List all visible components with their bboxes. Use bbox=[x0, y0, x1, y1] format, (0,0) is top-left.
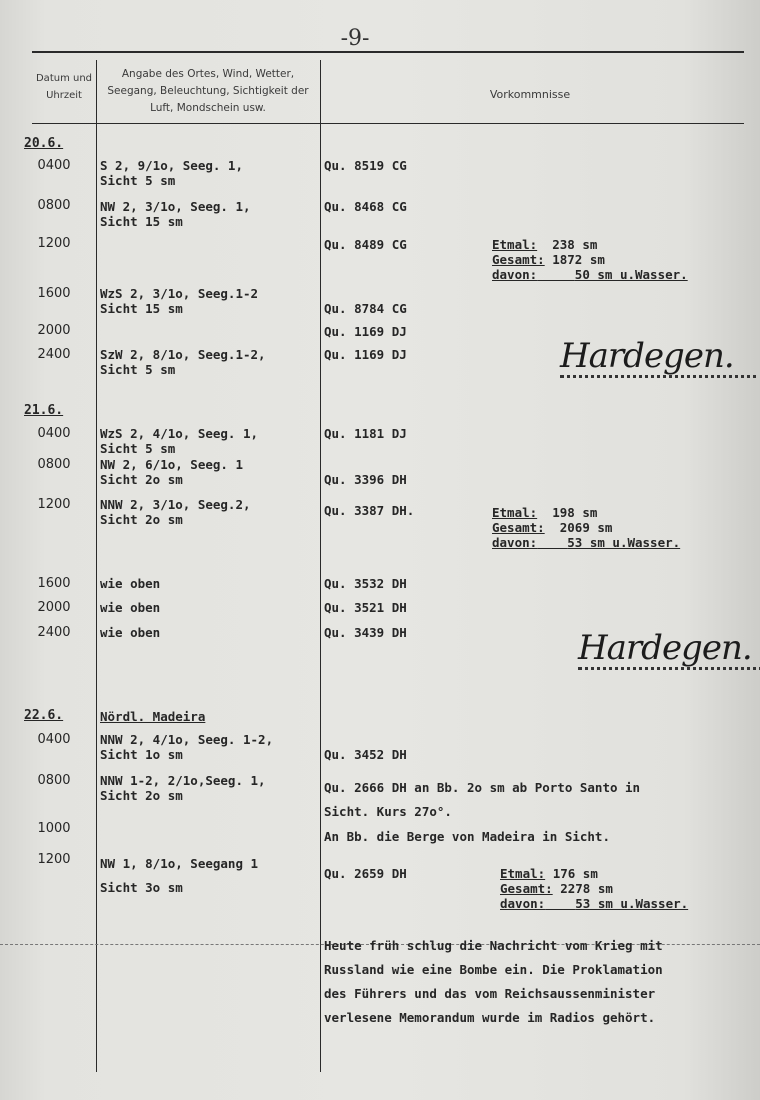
event-cell: Qu. 3532 DH bbox=[324, 576, 407, 591]
conditions-line: wie oben bbox=[100, 625, 161, 640]
conditions-line: NW 1, 8/1o, Seegang 1 bbox=[100, 856, 259, 871]
event-cell: Qu. 3452 DH bbox=[324, 747, 407, 762]
conditions-line: NNW 2, 3/1o, Seeg.2, bbox=[100, 497, 251, 512]
event-cell: Qu. 1181 DJ bbox=[324, 426, 407, 441]
event-cell: Qu. 8489 CG bbox=[324, 237, 407, 252]
conditions-line: SzW 2, 8/1o, Seeg.1-2, bbox=[100, 347, 266, 362]
note-line: Heute früh schlug die Nachricht vom Krieg mit bbox=[324, 938, 663, 953]
event-cell: Qu. 8468 CG bbox=[324, 199, 407, 214]
etmal-summary: Etmal: 176 sm Gesamt: 2278 sm davon: 53 sm u.Wasser. bbox=[500, 866, 689, 911]
commander-signature: Hardegen. bbox=[578, 628, 752, 668]
event-cell: Qu. 2659 DH bbox=[324, 866, 407, 881]
etmal-summary: Etmal: 198 sm Gesamt: 2069 sm davon: 53 sm u.Wasser. bbox=[492, 505, 681, 550]
conditions-cell bbox=[100, 773, 318, 803]
time-cell: 1200 bbox=[37, 497, 71, 512]
conditions-cell bbox=[100, 732, 318, 762]
time-cell: 1600 bbox=[37, 286, 71, 301]
conditions-line: NNW 1-2, 2/1o,Seeg. 1, bbox=[100, 773, 266, 788]
conditions-cell bbox=[100, 576, 318, 591]
header-angabe: Angabe des Ortes, Wind, Wetter, Seegang, Beleuchtung, Sichtigkeit der Luft, Mondschein usw. bbox=[107, 68, 309, 114]
conditions-cell bbox=[100, 286, 318, 316]
event-cell: Qu. 3387 DH. bbox=[324, 503, 415, 518]
radio-news-note bbox=[324, 934, 744, 1030]
conditions-line: Sicht 15 sm bbox=[100, 214, 183, 229]
conditions-line: WzS 2, 4/1o, Seeg. 1, bbox=[100, 426, 259, 441]
conditions-cell bbox=[100, 457, 318, 487]
etmal-summary: Etmal: 238 sm Gesamt: 1872 sm davon: 50 sm u.Wasser. bbox=[492, 237, 688, 282]
note-line: des Führers und das vom Reichsaussenminister bbox=[324, 986, 656, 1001]
conditions-line: Sicht 5 sm bbox=[100, 441, 176, 456]
conditions-cell bbox=[100, 625, 318, 640]
note-line: verlesene Memorandum wurde im Radios gehört. bbox=[324, 1010, 656, 1025]
time-cell: 1600 bbox=[37, 576, 71, 591]
commander-signature: Hardegen. bbox=[560, 336, 734, 376]
time-cell: 0400 bbox=[37, 158, 71, 173]
header-vorkommnisse: Vorkommnisse bbox=[489, 88, 571, 101]
conditions-line: wie oben bbox=[100, 576, 161, 591]
time-cell: 2400 bbox=[37, 625, 71, 640]
conditions-cell bbox=[100, 600, 318, 615]
time-cell: 2000 bbox=[37, 323, 71, 338]
conditions-line: wie oben bbox=[100, 600, 161, 615]
conditions-line: Sicht 2o sm bbox=[100, 788, 183, 803]
date-21-6: 21.6. bbox=[24, 403, 64, 418]
date-22-6: 22.6. bbox=[24, 708, 64, 723]
column-divider-1 bbox=[96, 60, 97, 1072]
conditions-line: WzS 2, 3/1o, Seeg.1-2 bbox=[100, 286, 259, 301]
conditions-line: Sicht 15 sm bbox=[100, 301, 183, 316]
conditions-line: NW 2, 3/1o, Seeg. 1, bbox=[100, 199, 251, 214]
event-cell: Qu. 3439 DH bbox=[324, 625, 407, 640]
page-number: -9- bbox=[340, 26, 370, 51]
time-cell: 0800 bbox=[37, 773, 71, 788]
conditions-line: Sicht 1o sm bbox=[100, 747, 183, 762]
time-cell: 0800 bbox=[37, 457, 71, 472]
conditions-line: S 2, 9/1o, Seeg. 1, bbox=[100, 158, 243, 173]
davon-value: 53 sm u.Wasser. bbox=[575, 896, 689, 911]
event-cell: Qu. 8784 CG bbox=[324, 301, 407, 316]
etmal-value: 198 sm bbox=[552, 505, 598, 520]
conditions-cell bbox=[100, 347, 318, 377]
date-20-6: 20.6. bbox=[24, 136, 64, 151]
gesamt-value: 2069 sm bbox=[559, 520, 613, 535]
time-cell: 0400 bbox=[37, 732, 71, 747]
event-cell-continued: Sicht. Kurs 27o°. bbox=[324, 804, 452, 819]
etmal-value: 238 sm bbox=[552, 237, 598, 252]
top-rule bbox=[32, 51, 744, 53]
time-cell: 1000 bbox=[37, 821, 71, 836]
conditions-line: NW 2, 6/1o, Seeg. 1 bbox=[100, 457, 243, 472]
conditions-cell bbox=[100, 158, 318, 188]
conditions-line: Sicht 5 sm bbox=[100, 362, 176, 377]
time-cell: 2400 bbox=[37, 347, 71, 362]
davon-value: 50 sm u.Wasser. bbox=[574, 267, 688, 282]
note-line: Russland wie eine Bombe ein. Die Proklamation bbox=[324, 962, 663, 977]
gesamt-value: 2278 sm bbox=[560, 881, 613, 896]
conditions-line: NNW 2, 4/1o, Seeg. 1-2, bbox=[100, 732, 274, 747]
time-cell: 2000 bbox=[37, 600, 71, 615]
event-cell: Qu. 8519 CG bbox=[324, 158, 407, 173]
conditions-line: Sicht 5 sm bbox=[100, 173, 176, 188]
event-cell: Qu. 1169 DJ bbox=[324, 347, 407, 362]
conditions-line: Sicht 2o sm bbox=[100, 472, 183, 487]
conditions-cell bbox=[100, 199, 318, 229]
column-divider-2 bbox=[320, 60, 321, 1072]
event-cell: Qu. 3396 DH bbox=[324, 472, 407, 487]
davon-value: 53 sm u.Wasser. bbox=[567, 535, 681, 550]
time-cell: 1200 bbox=[37, 852, 71, 867]
event-cell: Qu. 3521 DH bbox=[324, 600, 407, 615]
time-cell: 0400 bbox=[37, 426, 71, 441]
etmal-value: 176 sm bbox=[552, 866, 598, 881]
time-cell: 0800 bbox=[37, 198, 71, 213]
time-cell: 1200 bbox=[37, 236, 71, 251]
conditions-cell bbox=[100, 497, 318, 527]
event-cell: Qu. 2666 DH an Bb. 2o sm ab Porto Santo in bbox=[324, 780, 641, 795]
conditions-cell bbox=[100, 852, 318, 900]
conditions-cell bbox=[100, 426, 318, 456]
header-datum: Datum und Uhrzeit bbox=[35, 73, 93, 101]
position-note: Nördl. Madeira bbox=[100, 709, 206, 724]
conditions-line: Sicht 3o sm bbox=[100, 880, 183, 895]
header-rule bbox=[32, 123, 744, 124]
event-cell: Qu. 1169 DJ bbox=[324, 324, 407, 339]
gesamt-value: 1872 sm bbox=[552, 252, 605, 267]
conditions-line: Sicht 2o sm bbox=[100, 512, 183, 527]
event-cell: An Bb. die Berge von Madeira in Sicht. bbox=[324, 829, 610, 844]
